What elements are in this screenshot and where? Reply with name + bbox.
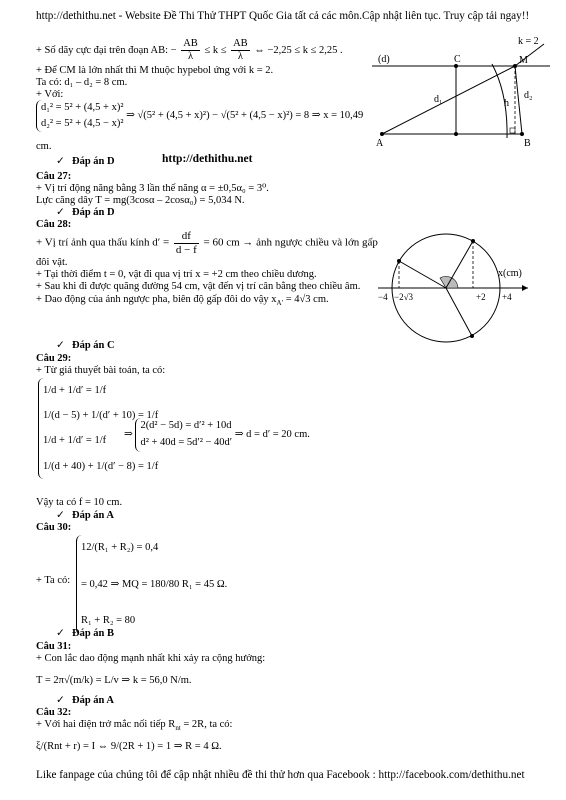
page-footer: Like fanpage của chúng tôi để cập nhật nhiều đề thi thử hơn qua Facebook : http://facebook.com/dethithu.net	[36, 769, 525, 781]
q28-line2: + Tại thời điểm t = 0, vật đi qua vị trí x = +2 cm theo chiều dương.	[36, 269, 317, 280]
q28-answer: ✓ Đáp án C	[36, 339, 115, 352]
q29-result: ⇒ 2(d² − 5d) = d′² + 10d d² + 40d = 5d′² − 40d′ ⇒ d = d′ = 20 cm.	[124, 418, 310, 452]
q32-title: Câu 32:	[36, 707, 72, 718]
q28-line4: + Dao động của ảnh ngược pha, biên độ gấp đôi do vậy $x_{A'} = 4√3$ cm.	[36, 294, 329, 308]
q30-answer: ✓ Đáp án B	[36, 627, 114, 640]
q27-line2: Lực căng dây T = mg(3cosα – 2cosα₀) = 5,034 N.	[36, 195, 245, 206]
q28-line3: + Sau khi đi được quãng đường 54 cm, vật đến vị trí cân bằng theo chiều âm.	[36, 281, 361, 292]
q30-system: 12/(R₁ + R₂) = 0,4 = 0,42 ⇒ MQ = 180/80 R₁ = 45 Ω. R₁ + R₂ = 80	[76, 535, 227, 635]
q26-system: d₁² = 5² + (4,5 + x)² d₂² = 5² + (4,5 − x)² ⇒ √(5² + (4,5 + x)²) − √(5² + (4,5 − x)²) = 8 ⇒ x = 10,49	[36, 100, 363, 132]
q29-line1: + Từ giả thuyết bài toán, ta có:	[36, 365, 166, 376]
svg-text:A: A	[376, 138, 384, 149]
q29-answer: ✓ Đáp án A	[36, 509, 114, 522]
q30-title: Câu 30:	[36, 522, 72, 533]
svg-text:+4: +4	[502, 292, 512, 302]
q29-system: 1/d + 1/d′ = 1/f 1/(d − 5) + 1/(d′ + 10) = 1/f 1/d + 1/d′ = 1/f 1/(d + 40) + 1/(d′ − 8) = 1/f	[38, 378, 158, 479]
svg-text:+2: +2	[476, 292, 486, 302]
q31-line1: + Con lắc dao động mạnh nhất khi xảy ra cộng hưởng:	[36, 653, 266, 664]
svg-text:k = 2: k = 2	[518, 36, 539, 47]
svg-text:B: B	[524, 138, 531, 149]
svg-text:C: C	[454, 54, 461, 65]
q27-answer: ✓ Đáp án D	[36, 206, 115, 219]
q32-line1: + Với hai điện trở mắc nối tiếp $R_{nt} = 2R$, ta có:	[36, 719, 233, 733]
q28-line1c: đôi vật.	[36, 257, 68, 268]
watermark: http://dethithu.net	[162, 153, 253, 165]
svg-text:−4: −4	[378, 292, 388, 302]
q27-title: Câu 27:	[36, 171, 72, 182]
svg-text:d₂: d₂	[524, 90, 533, 101]
svg-text:x(cm): x(cm)	[498, 268, 522, 279]
phase-circle-figure	[368, 226, 533, 346]
q32-line2: ξ/(Rnt + r) = I ⇔ 9/(2R + 1) = 1 ⇒ R = 4 Ω.	[36, 741, 222, 752]
q26-answer: ✓ Đáp án D	[36, 155, 115, 168]
q27-line1: + Vị trí động năng bằng 3 lần thế năng α = ±0,5α₀ = 3⁰.	[36, 183, 269, 194]
q31-line2: T = 2π√(m/k) = L/v ⇒ k = 56,0 N/m.	[36, 675, 192, 686]
q26-line4: + Với:	[36, 89, 64, 100]
q30-intro: + Ta có:	[36, 575, 71, 586]
q26-unit: cm.	[36, 141, 52, 152]
svg-text:d₁: d₁	[434, 94, 443, 105]
svg-text:h: h	[504, 98, 509, 109]
q31-answer: ✓ Đáp án A	[36, 694, 114, 707]
q26-line1: + Số dãy cực đại trên đoạn AB: − $\frac{AB}{\lambda}$ ≤ k ≤ $\frac{AB}{\lambda}$ ⇔ −2,25 ≤ k ≤ 2,25 .	[36, 38, 343, 63]
page-header: http://dethithu.net - Website Đề Thi Thử THPT Quốc Gia tất cả các môn.Cập nhật liên tục. Truy cập tải ngay!!	[36, 10, 530, 22]
q28-line1: + Vị trí ảnh qua thấu kính d′ = $\frac{df}{d - f}$ = 60 cm → ảnh ngược chiều và lớn gấp	[36, 230, 378, 256]
svg-text:M: M	[519, 55, 528, 66]
q31-title: Câu 31:	[36, 641, 72, 652]
q28-title: Câu 28:	[36, 219, 72, 230]
svg-text:(d): (d)	[378, 54, 390, 65]
q26-line2: + Để CM là lớn nhất thì M thuộc hypebol ứng với k = 2.	[36, 65, 274, 76]
q26-line3: Ta có: d₁ – d₂ = 8 cm.	[36, 77, 128, 88]
q29-line2: Vậy ta có f = 10 cm.	[36, 497, 123, 508]
q29-title: Câu 29:	[36, 353, 72, 364]
svg-text:−2√3: −2√3	[394, 292, 414, 302]
hyperbola-figure	[372, 34, 552, 149]
